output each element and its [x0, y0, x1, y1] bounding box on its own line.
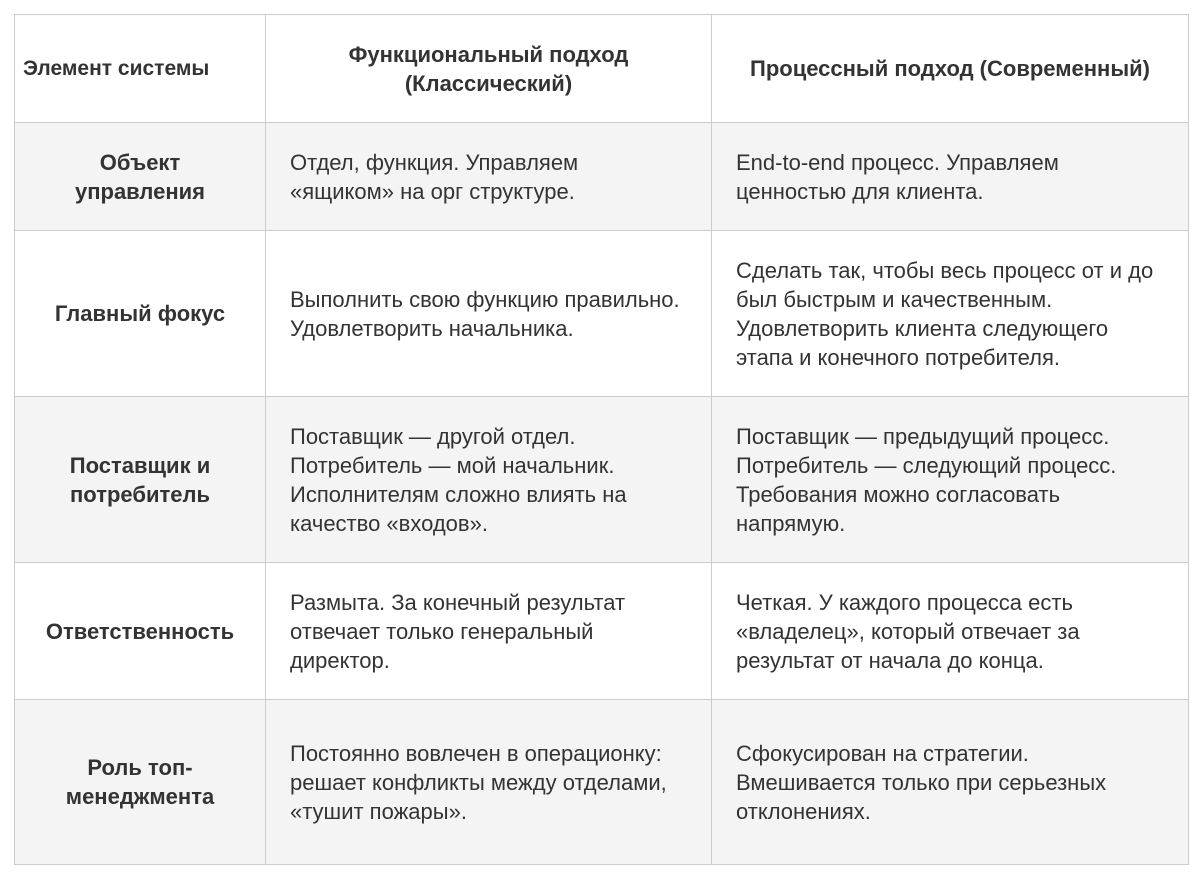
functional-cell: Размыта. За конечный результат отвечает только генеральный директор.: [266, 563, 712, 700]
functional-cell: Отдел, функция. Управляем «ящиком» на орг структуре.: [266, 123, 712, 231]
row-label: Поставщик и потребитель: [15, 397, 266, 563]
table-row: [15, 231, 1189, 397]
row-label: Главный фокус: [15, 231, 266, 397]
table-row: [15, 700, 1189, 865]
process-cell: Поставщик — предыдущий процесс. Потребитель — следующий процесс. Требования можно согласовать напрямую.: [712, 397, 1189, 563]
table-row: [15, 397, 1189, 563]
row-label: Роль топ-менеджмента: [15, 700, 266, 865]
functional-cell: Постоянно вовлечен в операционку: решает конфликты между отделами, «тушит пожары».: [266, 700, 712, 865]
table-row: [15, 123, 1189, 231]
row-label: Объект управления: [15, 123, 266, 231]
header-process: Процессный подход (Современный): [712, 15, 1189, 123]
functional-cell: Поставщик — другой отдел. Потребитель — мой начальник. Исполнителям сложно влиять на качество «входов».: [266, 397, 712, 563]
functional-cell: Выполнить свою функцию правильно. Удовлетворить начальника.: [266, 231, 712, 397]
comparison-table: [14, 14, 1189, 865]
process-cell: End-to-end процесс. Управляем ценностью для клиента.: [712, 123, 1189, 231]
process-cell: Четкая. У каждого процесса есть «владелец», который отвечает за результат от начала до конца.: [712, 563, 1189, 700]
header-element: Элемент системы: [15, 15, 266, 123]
table-header-row: [15, 15, 1189, 123]
header-functional: Функциональный подход (Классический): [266, 15, 712, 123]
process-cell: Сделать так, чтобы весь процесс от и до был быстрым и качественным. Удовлетворить клиента следующего этапа и конечного потребителя.: [712, 231, 1189, 397]
row-label: Ответственность: [15, 563, 266, 700]
process-cell: Сфокусирован на стратегии. Вмешивается только при серьезных отклонениях.: [712, 700, 1189, 865]
table-row: [15, 563, 1189, 700]
